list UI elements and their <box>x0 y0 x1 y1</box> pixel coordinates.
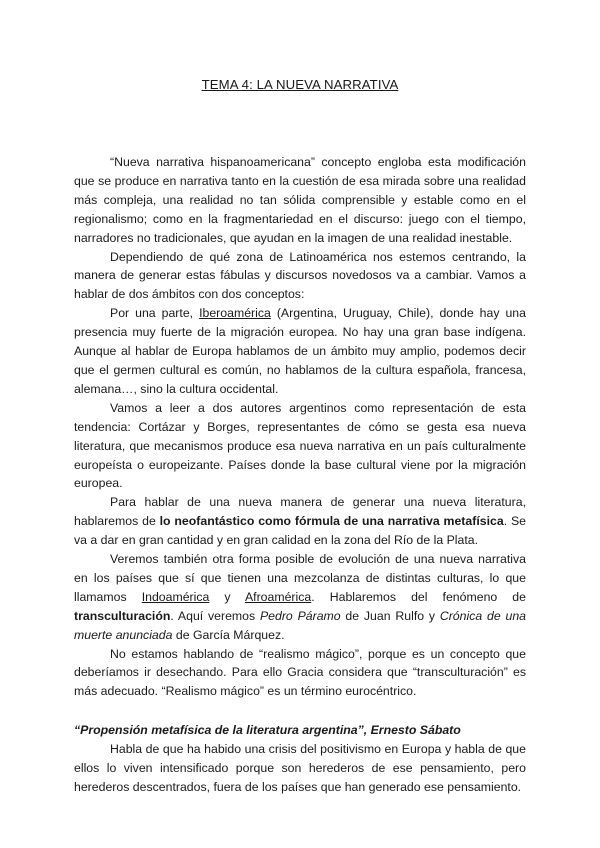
paragraph-8: Habla de que ha habido una crisis del positivismo en Europa y habla de que ellos lo viven intensificado porque son herederos de ese pensamiento, pero herederos descentrados, fuera de los países que han generado ese pensamiento. <box>74 742 526 794</box>
paragraph-7: No estamos hablando de “realismo mágico”, porque es un concepto que deberíamos ir desechando. Para ello Gracia considera que “transculturación” es más adecuado. “Realismo mágico” es un término eurocéntrico. <box>74 646 526 699</box>
paragraph-4: Vamos a leer a dos autores argentinos como representación de esta tendencia: Cortázar y Borges, representantes de cómo se gesta esa nueva literatura, que mecanismos produce esa nueva narrativa en un país culturalmente europeísta o europeizante. Países donde la base cultural viene por la migración europea. <box>74 400 526 491</box>
section-heading: “Propensión metafísica de la literatura argentina”, Ernesto Sábato <box>74 723 461 738</box>
term-iberoamerica: Iberoamérica <box>199 306 271 321</box>
section-spacer <box>74 701 526 721</box>
bold-neofantastico: lo neofantástico como fórmula de una narrativa metafísica <box>159 514 504 529</box>
page-title: TEMA 4: LA NUEVA NARRATIVA <box>201 77 399 92</box>
paragraph-5: Para hablar de una nueva manera de generar una nueva literatura, hablaremos de lo neofantástico como fórmula de una narrativa metafísica. Se va a dar en gran cantidad y en gran calidad en la zona del Río de la Plata. <box>74 495 526 548</box>
paragraph-1: “Nueva narrativa hispanoamericana” concepto engloba esta modificación que se produce en narrativa tanto en la cuestión de esa mirada sobre una realidad más compleja, una realidad no tan sólida comprensible y estable como en el regionalismo; como en la fragmentariedad en el discurso: juego con el tiempo, narradores no tradicionales, que ayudan en la imagen de una realidad inestable. <box>74 155 526 245</box>
paragraph-3: Por una parte, Iberoamérica (Argentina, Uruguay, Chile), donde hay una presencia muy fuerte de la migración europea. No hay una gran base indígena. Aunque al hablar de Europa hablamos de un ámbito muy amplio, podemos decir que el germen cultural es común, no hablamos de la cultura española, francesa, alemana…, sino la cultura occidental. <box>74 306 526 396</box>
document-body <box>74 153 526 797</box>
term-indoamerica: Indoamérica <box>141 589 210 604</box>
paragraph-2: Dependiendo de qué zona de Latinoamérica nos estemos centrando, la manera de generar estas fábulas y discursos novedosos va a cambiar. Vamos a hablar de dos ámbitos con dos conceptos: <box>74 249 526 302</box>
paragraph-6: Veremos también otra forma posible de evolución de una nueva narrativa en los países que sí que tienen una mezcolanza de distintas culturas, lo que llamamos Indoamérica y Afroamérica. Hablaremos del fenómeno de transculturación. Aquí veremos Pedro Páramo de Juan Rulfo y Crónica de una muerte anunciada de García Márquez. <box>74 552 526 642</box>
bold-transculturacion: transculturación <box>74 608 171 623</box>
term-afroamerica: Afroamérica <box>244 589 312 604</box>
italic-cronica: Crónica de una muerte anunciada <box>74 608 526 642</box>
italic-pedro-paramo: Pedro Páramo <box>259 608 341 623</box>
